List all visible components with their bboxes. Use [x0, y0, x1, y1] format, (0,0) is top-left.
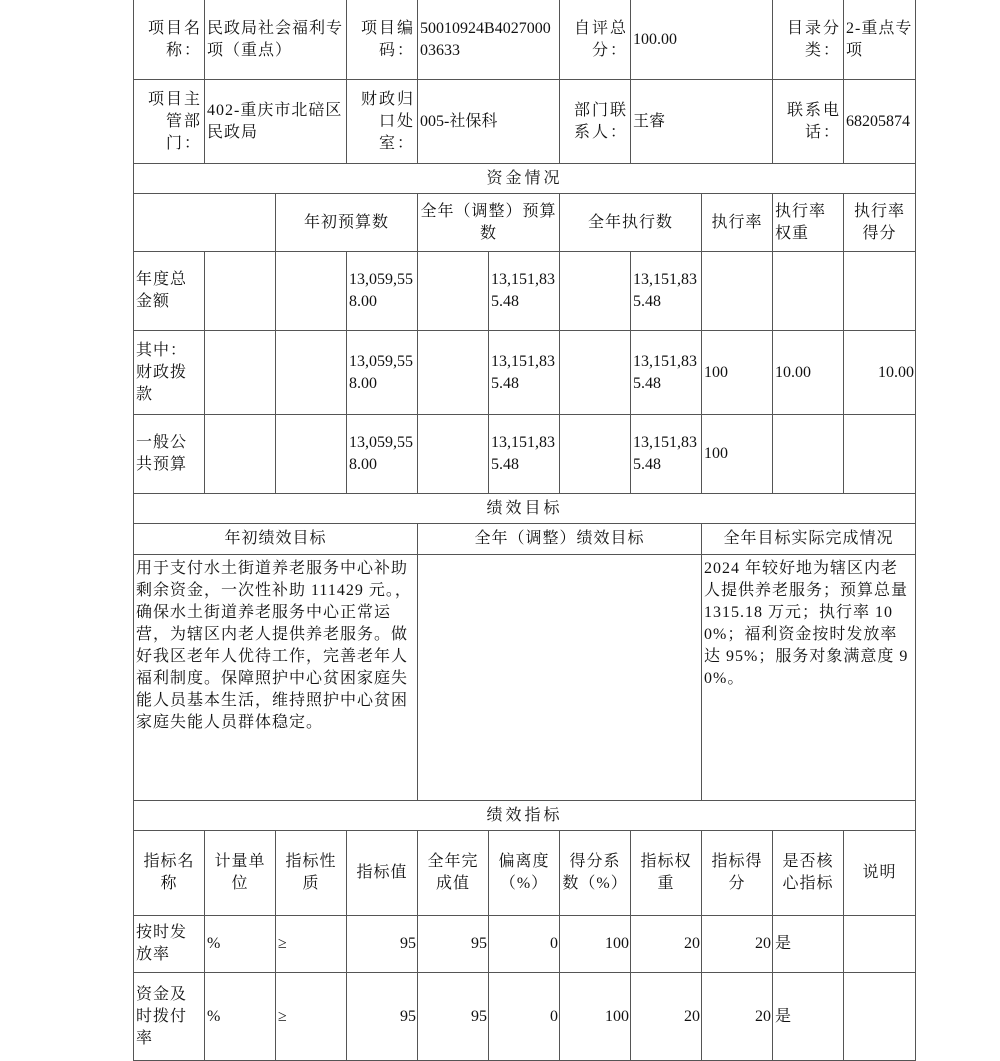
indicators-section-row — [134, 801, 916, 831]
ind-header-nature: 指标性质 — [276, 831, 347, 916]
funds-row-label: 一般公共预算 — [134, 415, 205, 494]
ind-note — [844, 916, 916, 973]
funds-score — [844, 415, 916, 494]
funds-header-blank — [134, 194, 276, 252]
funds-header-exec-score: 执行率得分 — [844, 194, 916, 252]
funds-executed: 13,151,835.48 — [631, 252, 702, 331]
ind-deviation: 0 — [489, 916, 560, 973]
ind-name: 按时发放率 — [134, 916, 205, 973]
dept-value: 402-重庆市北碚区民政局 — [205, 80, 347, 164]
empty-cell — [560, 331, 631, 415]
ind-coef: 100 — [560, 973, 631, 1061]
funds-initial: 13,059,558.00 — [347, 331, 418, 415]
self-score-value: 100.00 — [631, 0, 773, 80]
funds-row — [134, 415, 916, 494]
funds-score: 10.00 — [844, 331, 916, 415]
ind-actual: 95 — [418, 973, 489, 1061]
ind-nature: ≥ — [276, 916, 347, 973]
funds-adjusted: 13,151,835.48 — [489, 252, 560, 331]
project-name-value: 民政局社会福利专项（重点） — [205, 0, 347, 80]
ind-header-actual: 全年完成值 — [418, 831, 489, 916]
goals-section-row — [134, 494, 916, 524]
ind-header-name: 指标名称 — [134, 831, 205, 916]
phone-label: 联系电话： — [773, 80, 844, 164]
funds-weight — [773, 415, 844, 494]
ind-header-note: 说明 — [844, 831, 916, 916]
funds-weight: 10.00 — [773, 331, 844, 415]
goals-section-title: 绩效目标 — [134, 494, 916, 524]
ind-target: 95 — [347, 916, 418, 973]
funds-row-label: 其中：财政拨款 — [134, 331, 205, 415]
ind-name: 资金及时拨付率 — [134, 973, 205, 1061]
funds-section-title: 资金情况 — [134, 164, 916, 194]
finance-office-label: 财政归口处室： — [347, 80, 418, 164]
funds-header-exec-weight: 执行率权重 — [773, 194, 844, 252]
funds-header-executed: 全年执行数 — [560, 194, 702, 252]
empty-cell — [418, 331, 489, 415]
goals-header-initial: 年初绩效目标 — [134, 524, 418, 555]
goals-actual-text: 2024 年较好地为辖区内老人提供养老服务；预算总量 1315.18 万元；执行率 100%；福利资金按时发放率达 95%；服务对象满意度 90%。 — [702, 555, 916, 801]
ind-coef: 100 — [560, 916, 631, 973]
ind-header-target: 指标值 — [347, 831, 418, 916]
ind-target: 95 — [347, 973, 418, 1061]
ind-core: 是 — [773, 973, 844, 1061]
funds-adjusted: 13,151,835.48 — [489, 331, 560, 415]
funds-rate — [702, 252, 773, 331]
funds-rate: 100 — [702, 331, 773, 415]
finance-office-value: 005-社保科 — [418, 80, 560, 164]
funds-header-row — [134, 194, 916, 252]
funds-rate: 100 — [702, 415, 773, 494]
funds-header-initial: 年初预算数 — [276, 194, 418, 252]
goals-initial-text: 用于支付水土街道养老服务中心补助剩余资金，一次性补助 111429 元。，确保水土街道养老服务中心正常运营，为辖区内老人提供养老服务。做好我区老年人优待工作，完善老年人福利制度。保障照护中心贫困家庭失能人员基本生活，维持照护中心贫困家庭失能人员群体稳定。 — [134, 555, 418, 801]
ind-actual: 95 — [418, 916, 489, 973]
phone-value: 68205874 — [844, 80, 916, 164]
ind-header-core: 是否核心指标 — [773, 831, 844, 916]
project-info-row-2 — [134, 80, 916, 164]
project-info-row-1 — [134, 0, 916, 80]
funds-adjusted: 13,151,835.48 — [489, 415, 560, 494]
empty-cell — [418, 252, 489, 331]
empty-cell — [560, 252, 631, 331]
funds-initial: 13,059,558.00 — [347, 415, 418, 494]
goals-header-actual: 全年目标实际完成情况 — [702, 524, 916, 555]
funds-executed: 13,151,835.48 — [631, 331, 702, 415]
empty-cell — [276, 415, 347, 494]
funds-score — [844, 252, 916, 331]
contact-value: 王睿 — [631, 80, 773, 164]
funds-row — [134, 252, 916, 331]
ind-header-unit: 计量单位 — [205, 831, 276, 916]
empty-cell — [205, 415, 276, 494]
dept-label: 项目主管部门： — [134, 80, 205, 164]
goals-adjusted-text — [418, 555, 702, 801]
funds-weight — [773, 252, 844, 331]
ind-weight: 20 — [631, 916, 702, 973]
ind-core: 是 — [773, 916, 844, 973]
funds-row-label: 年度总金额 — [134, 252, 205, 331]
category-label: 目录分类： — [773, 0, 844, 80]
project-code-label: 项目编码： — [347, 0, 418, 80]
ind-note — [844, 973, 916, 1061]
funds-section-row — [134, 164, 916, 194]
funds-executed: 13,151,835.48 — [631, 415, 702, 494]
ind-header-weight: 指标权重 — [631, 831, 702, 916]
contact-label: 部门联系人： — [560, 80, 631, 164]
self-score-label: 自评总分： — [560, 0, 631, 80]
ind-nature: ≥ — [276, 973, 347, 1061]
funds-initial: 13,059,558.00 — [347, 252, 418, 331]
indicators-section-title: 绩效指标 — [134, 801, 916, 831]
funds-header-adjusted: 全年（调整）预算数 — [418, 194, 560, 252]
ind-weight: 20 — [631, 973, 702, 1061]
empty-cell — [276, 331, 347, 415]
indicator-row — [134, 916, 916, 973]
indicators-header-row — [134, 831, 916, 916]
goals-header-adjusted: 全年（调整）绩效目标 — [418, 524, 702, 555]
ind-unit: % — [205, 916, 276, 973]
category-value: 2-重点专项 — [844, 0, 916, 80]
ind-score: 20 — [702, 973, 773, 1061]
ind-unit: % — [205, 973, 276, 1061]
empty-cell — [205, 331, 276, 415]
empty-cell — [276, 252, 347, 331]
ind-score: 20 — [702, 916, 773, 973]
performance-evaluation-table — [133, 0, 916, 1061]
project-name-label: 项目名称： — [134, 0, 205, 80]
empty-cell — [418, 415, 489, 494]
ind-header-coef: 得分系数（%） — [560, 831, 631, 916]
funds-row — [134, 331, 916, 415]
ind-header-deviation: 偏离度（%） — [489, 831, 560, 916]
goals-content-row — [134, 555, 916, 801]
funds-header-exec-rate: 执行率 — [702, 194, 773, 252]
project-code-value: 50010924B402700003633 — [418, 0, 560, 80]
indicator-row — [134, 973, 916, 1061]
empty-cell — [560, 415, 631, 494]
empty-cell — [205, 252, 276, 331]
goals-header-row — [134, 524, 916, 555]
ind-deviation: 0 — [489, 973, 560, 1061]
ind-header-score: 指标得分 — [702, 831, 773, 916]
